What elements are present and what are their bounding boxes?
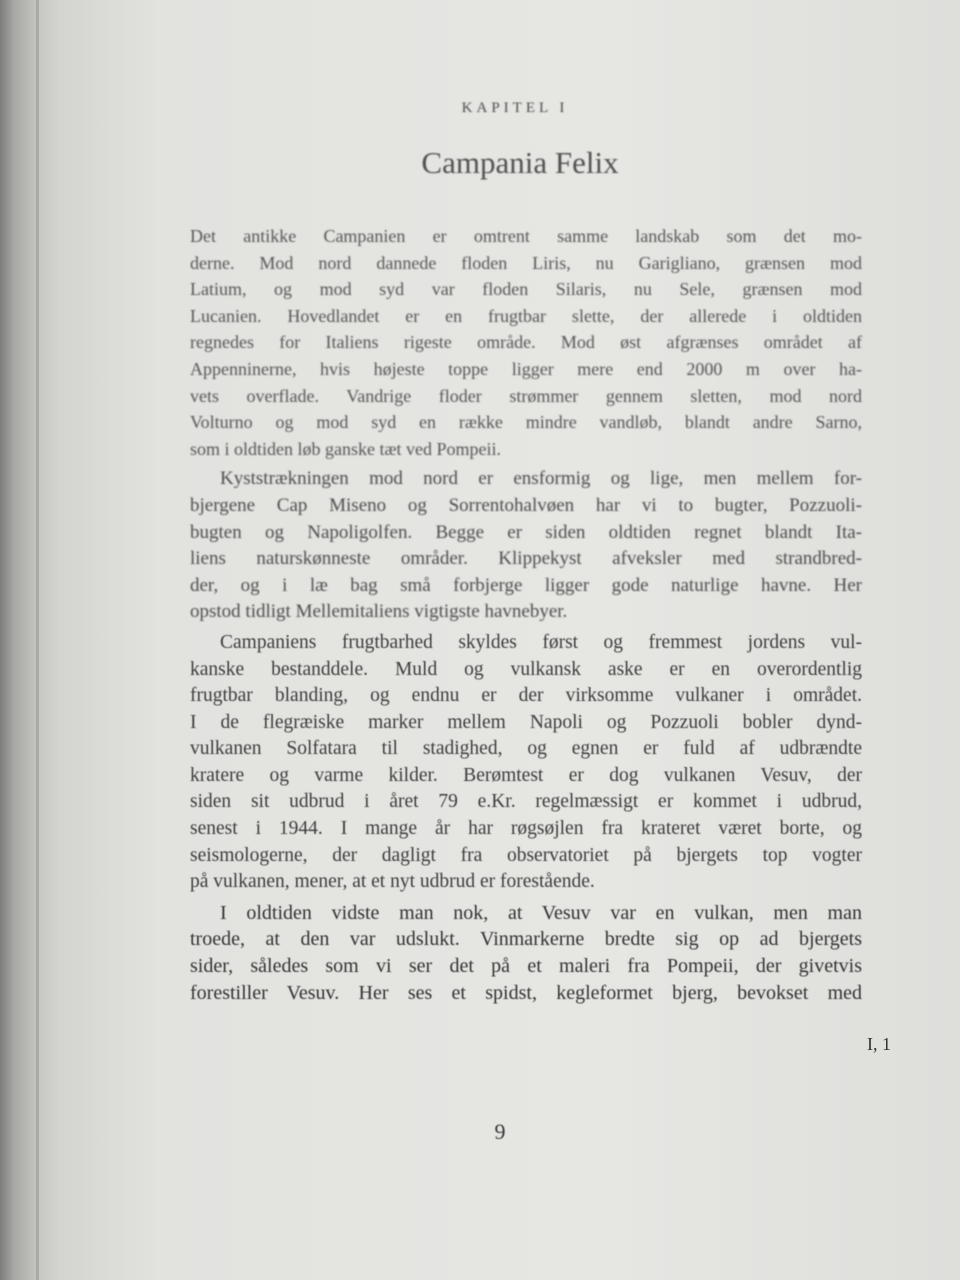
text-line: seismologerne, der dagligt fra observatoriet på bjergets top vogter <box>190 844 862 866</box>
text-line: Det antikke Campanien er omtrent samme landskab som det mo- <box>190 226 862 246</box>
text-line: frugtbar blanding, og endnu er der virksomme vulkaner i området. <box>190 685 862 707</box>
text-line: senest i 1944. I mange år har røgsøjlen fra krateret været borte, og <box>190 818 862 840</box>
text-line: Appenninerne, hvis højeste toppe ligger mere end 2000 m over ha- <box>190 358 862 379</box>
page-number: 9 <box>494 1119 506 1144</box>
text-line: forestiller Vesuv. Her ses et spidst, kegleformet bjerg, bevokset med <box>190 981 862 1004</box>
margin-reference: I, 1 <box>867 1034 891 1054</box>
book-gutter <box>0 0 40 1280</box>
body-text <box>190 223 862 1010</box>
text-line: vulkanen Solfatara til stadighed, og egnen er fuld af udbrændte <box>190 738 862 760</box>
text-line: vets overflade. Vandrige floder strømmer gennem sletten, mod nord <box>190 385 862 406</box>
paragraph-1 <box>190 223 862 462</box>
chapter-label: KAPITEL I <box>461 100 569 116</box>
text-line: Volturno og mod syd en række mindre vandløb, blandt andre Sarno, <box>190 412 862 433</box>
text-line: troede, at den var udslukt. Vinmarkerne bredte sig op ad bjergets <box>190 928 862 951</box>
text-line: kanske bestanddele. Muld og vulkansk aske er en overordentlig <box>190 658 862 680</box>
text-line: Campaniens frugtbarhed skyldes først og fremmest jordens vul- <box>220 631 862 653</box>
text-line: opstod tidligt Mellemitaliens vigtigste havnebyer. <box>190 601 568 623</box>
text-line: bjergene Cap Miseno og Sorrentohalvøen har vi to bugter, Pozzuoli- <box>190 494 862 516</box>
text-line: I oldtiden vidste man nok, at Vesuv var en vulkan, men man <box>220 901 862 924</box>
text-line: Lucanien. Hovedlandet er en frugtbar slette, der allerede i oldtiden <box>190 305 862 326</box>
text-line: på vulkanen, mener, at et nyt udbrud er forestående. <box>190 871 595 893</box>
paragraph-3 <box>190 630 862 896</box>
text-line: derne. Mod nord dannede floden Liris, nu Garigliano, grænsen mod <box>190 252 862 273</box>
text-line: sider, således som vi ser det på et maleri fra Pompeii, der givetvis <box>190 955 862 978</box>
text-line: regnedes for Italiens rigeste område. Mod øst afgrænses området af <box>190 332 862 353</box>
text-line: siden sit udbrud i året 79 e.Kr. regelmæssigt er kommet i udbrud, <box>190 791 862 813</box>
text-line: der, og i læ bag små forbjerge ligger gode naturlige havne. Her <box>190 574 862 596</box>
text-line: kratere og varme kilder. Berømtest er dog vulkanen Vesuv, der <box>190 764 862 786</box>
text-line: I de flegræiske marker mellem Napoli og Pozzuoli bobler dynd- <box>190 711 862 733</box>
chapter-title: Campania Felix <box>421 145 619 180</box>
paragraph-2 <box>190 466 862 626</box>
text-line: Latium, og mod syd var floden Silaris, nu Sele, grænsen mod <box>190 279 862 300</box>
text-line: bugten og Napoligolfen. Begge er siden oldtiden regnet blandt Ita- <box>190 521 862 543</box>
text-line: liens naturskønneste områder. Klippekyst afveksler med strandbred- <box>190 548 862 570</box>
book-page <box>40 0 960 1280</box>
page-edge <box>36 0 39 1280</box>
text-line: Kyststrækningen mod nord er ensformig og lige, men mellem for- <box>220 468 862 490</box>
paragraph-4 <box>190 900 862 1006</box>
text-line: som i oldtiden løb ganske tæt ved Pompeii. <box>190 438 501 459</box>
